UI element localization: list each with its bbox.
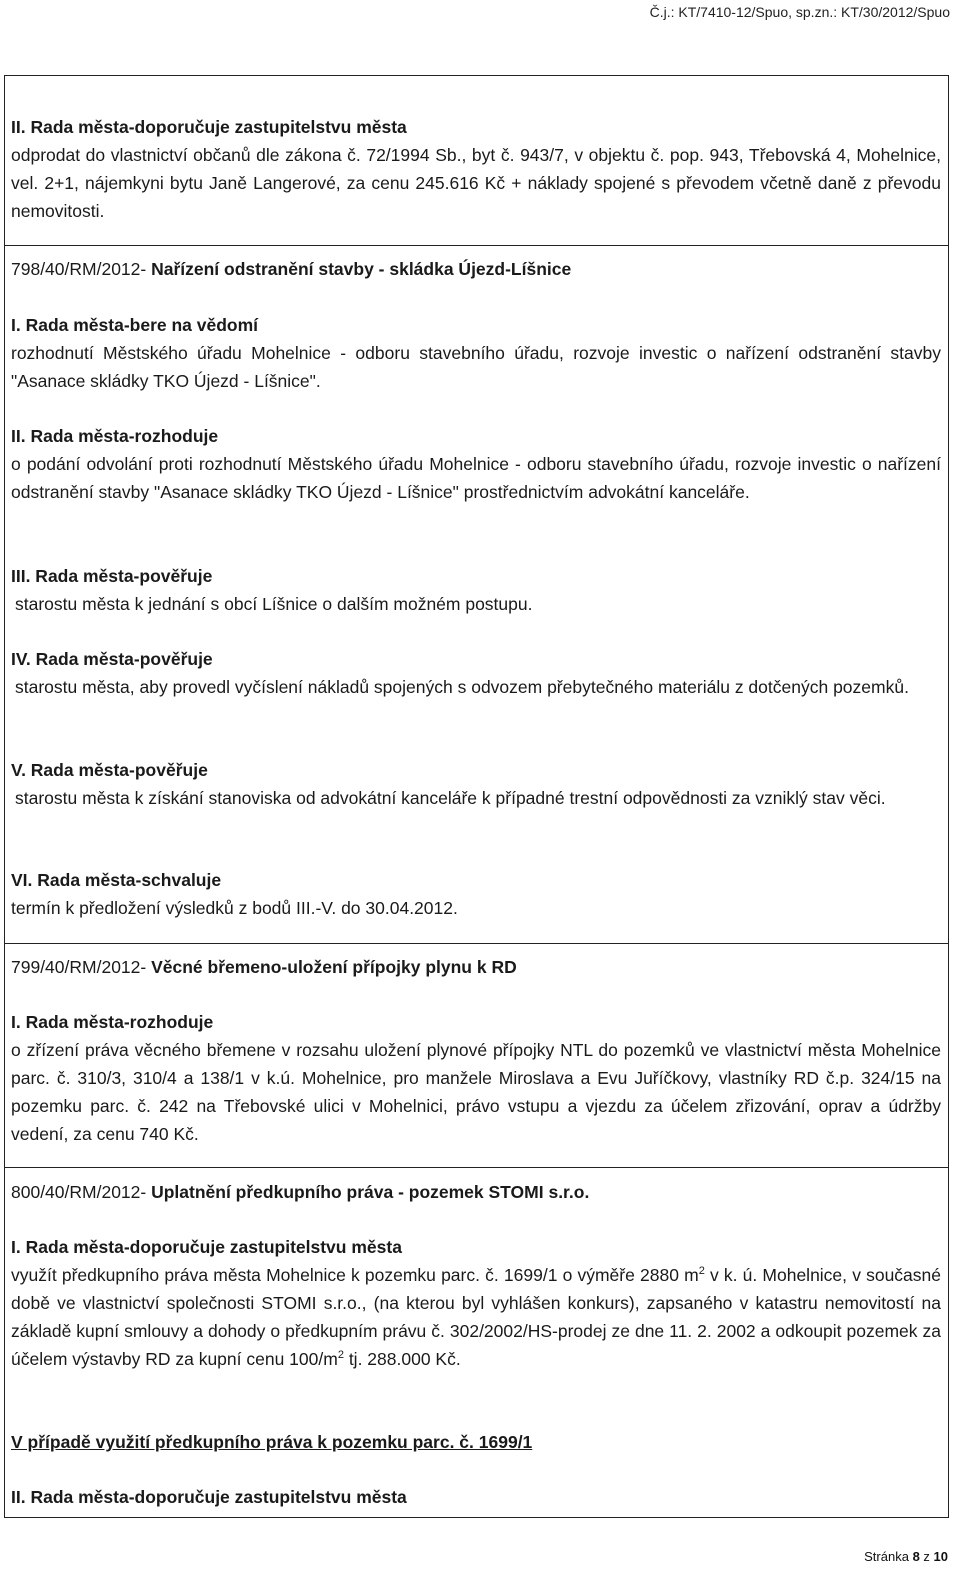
resolution-title bbox=[11, 953, 941, 981]
paragraph bbox=[11, 1261, 941, 1373]
resolution-number: 798/40/RM/2012- bbox=[11, 259, 152, 279]
section-heading: II. Rada města-doporučuje zastupitelstvu města bbox=[11, 117, 407, 137]
page-label: Stránka bbox=[864, 1549, 913, 1564]
underlined-heading: V případě využití předkupního práva k pozemku parc. č. 1699/1 bbox=[11, 1432, 533, 1452]
superscript: 2 bbox=[698, 1265, 705, 1278]
paragraph: starostu města k jednání s obcí Líšnice o dalším možném postupu. bbox=[15, 594, 533, 614]
resolution-subject: Věcné břemeno-uložení přípojky plynu k RD bbox=[151, 957, 517, 977]
paragraph-text: tj. 288.000 Kč. bbox=[343, 1349, 461, 1369]
resolution-title bbox=[11, 255, 941, 283]
section-heading: I. Rada města-bere na vědomí bbox=[11, 315, 259, 335]
paragraph-text: v k. ú. Mohelnice, v současné době ve vlastnictví společnosti STOMI s.r.o., (na kterou byl vyhlášen konkurs), zapsaného v katastru nemovitostí na základě kupní smlouvy a dohody o předkupním právu č. 302/2002/HS-prodej ze dne 11. 2. 2002 a odkoupit pozemek za účelem výstavby RD za kupní cenu 100/m bbox=[11, 1265, 942, 1369]
section-heading: II. Rada města-doporučuje zastupitelstvu města bbox=[11, 1487, 407, 1507]
divider bbox=[4, 1167, 949, 1168]
current-page: 8 bbox=[912, 1549, 920, 1564]
section-heading: V. Rada města-pověřuje bbox=[11, 760, 208, 780]
section-heading: I. Rada města-rozhoduje bbox=[11, 1012, 214, 1032]
section-heading: VI. Rada města-schvaluje bbox=[11, 870, 222, 890]
section-heading: III. Rada města-pověřuje bbox=[11, 566, 213, 586]
divider bbox=[4, 943, 949, 944]
paragraph: o zřízení práva věcného břemene v rozsahu uložení plynové přípojky NTL do pozemků ve vlastnictví města Mohelnice parc. č. 310/3, 310/4 a 138/1 v k.ú. Mohelnice, pro manžele Miroslava a Evu Juříčkovy, vlastníky RD č.p. 324/15 na pozemku parc. č. 242 na Třebovské ulici v Mohelnici, právo vstupu a vjezdu za účelem zřizování, oprav a údržby vedení, za cenu 740 Kč. bbox=[11, 1040, 941, 1144]
section-heading: I. Rada města-doporučuje zastupitelstvu města bbox=[11, 1237, 402, 1257]
resolution-subject: Nařízení odstranění stavby - skládka Újezd-Líšnice bbox=[151, 259, 572, 279]
document-reference: Č.j.: KT/7410-12/Spuo, sp.zn.: KT/30/2012/Spuo bbox=[649, 4, 950, 20]
paragraph: rozhodnutí Městského úřadu Mohelnice - odboru stavebního úřadu, rozvoje investic o nařízení odstranění stavby "Asanace skládky TKO Újezd - Líšnice". bbox=[11, 343, 941, 391]
page-separator: z bbox=[919, 1549, 934, 1564]
resolution-number: 800/40/RM/2012- bbox=[11, 1182, 152, 1202]
page-number bbox=[864, 1549, 948, 1564]
section-heading: IV. Rada města-pověřuje bbox=[11, 649, 213, 669]
resolution-number: 799/40/RM/2012- bbox=[11, 957, 152, 977]
total-pages: 10 bbox=[933, 1549, 948, 1564]
paragraph: odprodat do vlastnictví občanů dle zákona č. 72/1994 Sb., byt č. 943/7, v objektu č. pop. 943, Třebovská 4, Mohelnice, vel. 2+1, nájemkyni bytu Janě Langerové, za cenu 245.616 Kč + náklady spojené s převodem včetně daně z převodu nemovitosti. bbox=[11, 145, 941, 221]
paragraph: starostu města, aby provedl vyčíslení nákladů spojených s odvozem přebytečného materiálu z dotčených pozemků. bbox=[15, 677, 909, 697]
section-heading: II. Rada města-rozhoduje bbox=[11, 426, 219, 446]
paragraph: o podání odvolání proti rozhodnutí Městského úřadu Mohelnice - odboru stavebního úřadu, rozvoje investic o nařízení odstranění stavby "Asanace skládky TKO Újezd - Líšnice" prostřednictvím advokátní kanceláře. bbox=[11, 454, 941, 502]
paragraph: starostu města k získání stanoviska od advokátní kanceláře k případné trestní odpovědnosti za vzniklý stav věci. bbox=[15, 788, 886, 808]
resolution-subject: Uplatnění předkupního práva - pozemek STOMI s.r.o. bbox=[151, 1182, 590, 1202]
resolution-title bbox=[11, 1178, 941, 1206]
paragraph-text: využít předkupního práva města Mohelnice k pozemku parc. č. 1699/1 o výměře 2880 m bbox=[11, 1265, 699, 1285]
divider bbox=[4, 245, 949, 246]
superscript: 2 bbox=[337, 1349, 344, 1362]
paragraph: termín k předložení výsledků z bodů III.-V. do 30.04.2012. bbox=[11, 898, 458, 918]
